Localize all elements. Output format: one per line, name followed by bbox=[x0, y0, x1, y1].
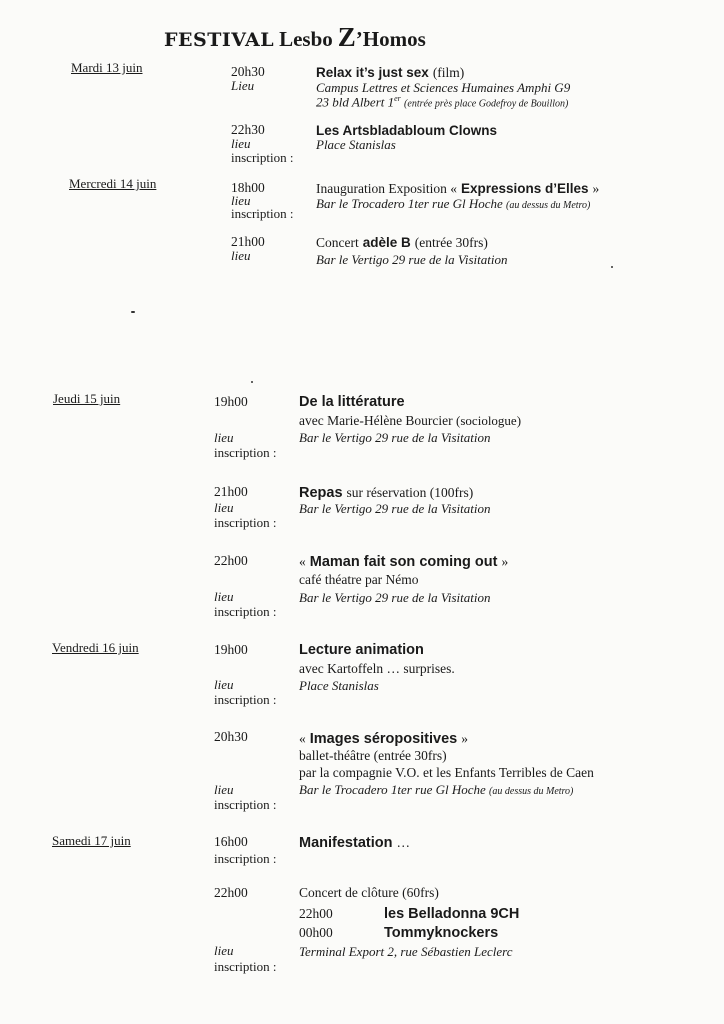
lieu-label: lieu bbox=[214, 500, 234, 515]
event-title: Images séropositives bbox=[309, 731, 458, 747]
event-title: Maman fait son coming out bbox=[309, 554, 498, 570]
event-place: Campus Lettres et Sciences Humaines Amphi G9 bbox=[316, 80, 571, 95]
lieu-label: lieu bbox=[214, 589, 234, 604]
title-festival: FESTIVAL bbox=[164, 29, 275, 51]
event-time: 19h00 bbox=[214, 642, 248, 657]
scan-speck bbox=[251, 381, 253, 383]
lieu-label: lieu bbox=[214, 430, 234, 445]
place-text: Bar le Trocadero 1ter rue Gl Hoche bbox=[316, 196, 503, 211]
event-suffix: » bbox=[501, 554, 509, 569]
event-time: 22h00 bbox=[214, 885, 248, 900]
event-time: 19h00 bbox=[214, 394, 248, 409]
day-jeudi-15: Jeudi 15 juin bbox=[53, 391, 121, 406]
event-place bbox=[299, 782, 573, 798]
day-samedi-17: Samedi 17 juin bbox=[52, 833, 131, 848]
event-title: Repas bbox=[299, 485, 343, 501]
event-title: Manifestation bbox=[299, 835, 393, 851]
event-images bbox=[299, 730, 468, 748]
title-z: Z bbox=[337, 22, 356, 52]
event-place: Place Stanislas bbox=[316, 137, 396, 152]
event-time: 21h00 bbox=[214, 484, 248, 499]
event-time: 21h00 bbox=[231, 234, 265, 249]
sub-event-time: 00h00 bbox=[299, 925, 333, 940]
event-desc: ballet-théâtre (entrée 30frs) bbox=[299, 748, 447, 763]
event-place: Terminal Export 2, rue Sébastien Leclerc bbox=[299, 944, 513, 959]
lieu-label: lieu bbox=[231, 136, 251, 151]
page-title bbox=[164, 22, 426, 53]
inscription-label: inscription : bbox=[214, 797, 277, 812]
inscription-label: inscription : bbox=[231, 150, 294, 165]
scan-speck bbox=[611, 266, 613, 268]
inscription-label: inscription : bbox=[231, 206, 294, 221]
place-text: Bar le Trocadero 1ter rue Gl Hoche bbox=[299, 782, 486, 797]
event-adele bbox=[316, 234, 488, 252]
event-suffix: … bbox=[396, 835, 410, 850]
day-mardi-13: Mardi 13 juin bbox=[71, 60, 143, 75]
event-title: Lecture animation bbox=[299, 642, 424, 658]
event-prefix: Inauguration Exposition « bbox=[316, 181, 457, 196]
lieu-label: lieu bbox=[214, 677, 234, 692]
event-title: Expressions d’Elles bbox=[460, 181, 589, 196]
event-title: Les Artsbladabloum Clowns bbox=[316, 123, 498, 138]
event-desc: avec Kartoffeln … surprises. bbox=[299, 661, 455, 676]
event-time: 22h00 bbox=[214, 553, 248, 568]
event-place: Bar le Vertigo 29 rue de la Visitation bbox=[299, 590, 491, 605]
event-place: Place Stanislas bbox=[299, 678, 379, 693]
event-title: De la littérature bbox=[299, 394, 405, 410]
desc-note: (sociologue) bbox=[456, 413, 522, 428]
address-note: (entrée près place Godefroy de Bouillon) bbox=[404, 98, 569, 110]
sub-event-title: les Belladonna 9CH bbox=[384, 906, 520, 922]
event-suffix: » bbox=[461, 731, 468, 746]
event-desc: Concert de clôture (60frs) bbox=[299, 885, 439, 900]
lieu-label: Lieu bbox=[231, 78, 255, 93]
event-place bbox=[316, 196, 590, 212]
inscription-label: inscription : bbox=[214, 851, 277, 866]
event-desc: café théatre par Némo bbox=[299, 572, 419, 587]
scan-speck bbox=[131, 311, 135, 313]
event-title: Relax it’s just sex bbox=[316, 65, 429, 80]
lieu-label: lieu bbox=[214, 782, 234, 797]
inscription-label: inscription : bbox=[214, 515, 277, 530]
title-homos: ’Homos bbox=[355, 27, 426, 51]
address-sup: er bbox=[394, 94, 401, 103]
event-prefix: « bbox=[299, 554, 306, 569]
event-place: Bar le Vertigo 29 rue de la Visitation bbox=[299, 501, 491, 516]
event-place: Bar le Vertigo 29 rue de la Visitation bbox=[316, 252, 508, 267]
place-note: (au dessus du Metro) bbox=[506, 200, 591, 211]
event-time: 16h00 bbox=[214, 834, 248, 849]
sub-event-time: 22h00 bbox=[299, 906, 333, 921]
event-title: adèle B bbox=[362, 235, 411, 250]
event-suffix: » bbox=[592, 181, 600, 196]
lieu-label: lieu bbox=[231, 193, 251, 208]
event-manifestation bbox=[299, 834, 410, 852]
event-suffix: (film) bbox=[432, 65, 465, 80]
title-lesbo: Lesbo bbox=[279, 27, 333, 51]
event-place: Bar le Vertigo 29 rue de la Visitation bbox=[299, 430, 491, 445]
desc-text: avec Marie-Hélène Bourcier bbox=[299, 413, 453, 428]
event-place-line2 bbox=[316, 94, 568, 110]
inscription-label: inscription : bbox=[214, 604, 277, 619]
event-suffix: sur réservation (100frs) bbox=[346, 485, 474, 500]
event-desc bbox=[299, 413, 521, 429]
place-note: (au dessus du Metro) bbox=[489, 786, 574, 797]
event-maman bbox=[299, 553, 508, 571]
event-time: 18h00 bbox=[231, 180, 265, 195]
event-repas bbox=[299, 484, 473, 502]
inscription-label: inscription : bbox=[214, 445, 277, 460]
event-prefix: Concert bbox=[316, 235, 359, 250]
day-mercredi-14: Mercredi 14 juin bbox=[69, 176, 157, 191]
inscription-label: inscription : bbox=[214, 959, 277, 974]
event-time: 20h30 bbox=[231, 64, 265, 79]
sub-event-title: Tommyknockers bbox=[384, 925, 499, 941]
day-vendredi-16: Vendredi 16 juin bbox=[52, 640, 139, 655]
event-prefix: « bbox=[299, 731, 306, 746]
lieu-label: lieu bbox=[231, 248, 251, 263]
event-suffix: (entrée 30frs) bbox=[414, 235, 488, 250]
event-desc: par la compagnie V.O. et les Enfants Terribles de Caen bbox=[299, 765, 594, 780]
event-time: 20h30 bbox=[214, 729, 248, 744]
event-time: 22h30 bbox=[231, 122, 265, 137]
lieu-label: lieu bbox=[214, 943, 234, 958]
inscription-label: inscription : bbox=[214, 692, 277, 707]
address-text: 23 bld Albert 1 bbox=[316, 94, 395, 110]
